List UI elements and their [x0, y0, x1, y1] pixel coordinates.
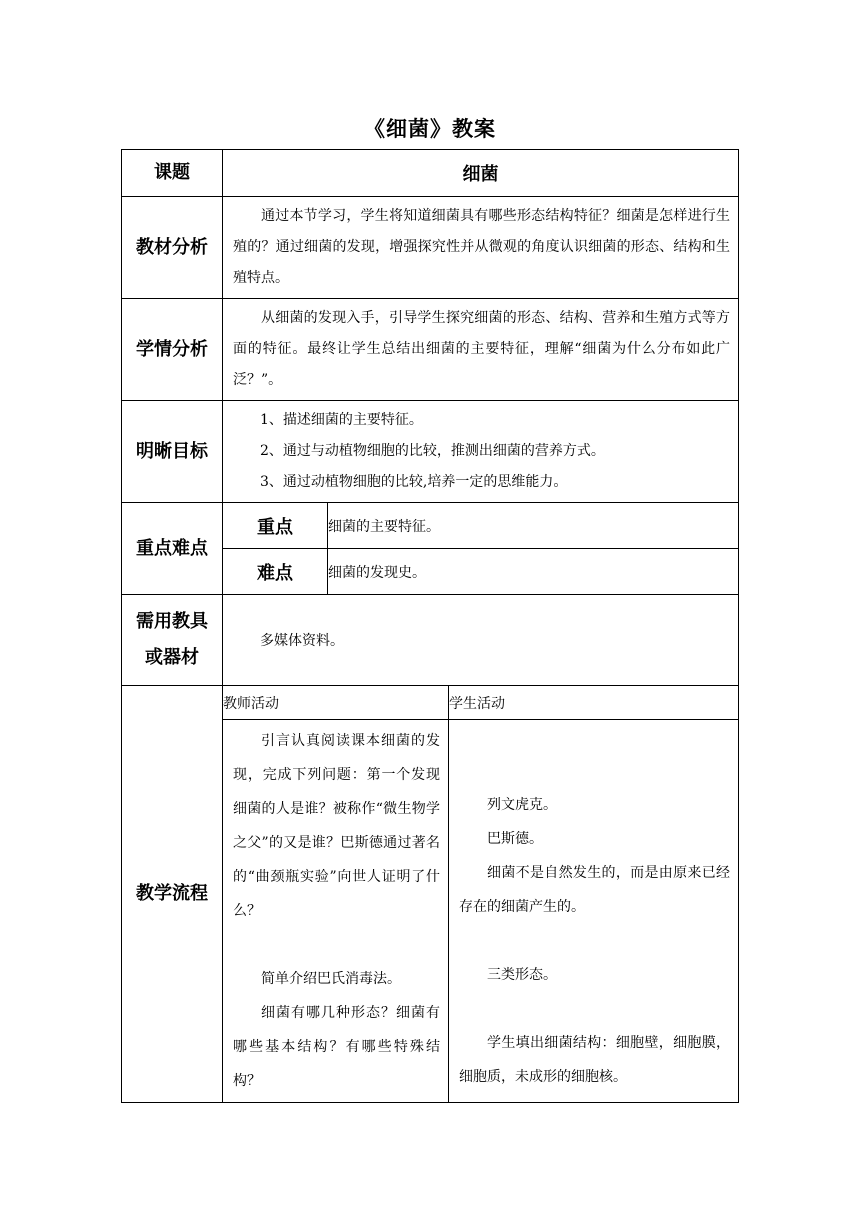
learner-label: 学情分析 — [122, 299, 223, 401]
topic-value: 细菌 — [223, 150, 739, 197]
key-point-label: 重点 — [223, 503, 328, 549]
goal-item: 1、描述细菌的主要特征。 — [260, 412, 423, 428]
hard-point-text: 细菌的发现史。 — [328, 549, 739, 595]
tools-text: 多媒体资料。 — [223, 595, 739, 686]
topic-label: 课题 — [122, 150, 223, 197]
student-answer-1: 列文虎克。 — [487, 797, 557, 813]
tools-label-line1: 需用教具 — [136, 611, 208, 632]
material-label: 教材分析 — [122, 197, 223, 299]
teacher-activity-header: 教师活动 — [223, 686, 449, 720]
process-label: 教学流程 — [122, 686, 223, 1103]
hard-point-label: 难点 — [223, 549, 328, 595]
student-activity-cell — [449, 720, 739, 1103]
teacher-question-1: 引言认真阅读课本细菌的发现，完成下列问题：第一个发现细菌的人是谁？被称作“微生物学之父”的又是谁？巴斯德通过著名的“曲颈瓶实验”向世人证明了什么？ — [233, 733, 440, 919]
student-answer-2: 巴斯德。 — [487, 831, 543, 847]
key-point-text: 细菌的主要特征。 — [328, 503, 739, 549]
goals-label: 明晰目标 — [122, 401, 223, 503]
row-material — [122, 197, 739, 299]
teacher-item-2: 简单介绍巴氏消毒法。 — [261, 971, 401, 987]
material-text: 通过本节学习，学生将知道细菌具有哪些形态结构特征？细菌是怎样进行生殖的？通过细菌的发现，增强探究性并从微观的角度认识细菌的形态、结构和生殖特点。 — [233, 208, 731, 286]
learner-cell — [223, 299, 739, 401]
student-answer-5: 学生填出细菌结构：细胞壁，细胞膜，细胞质，未成形的细胞核。 — [459, 1035, 731, 1085]
lesson-plan-table — [121, 149, 739, 1103]
document-title: 《细菌》教案 — [364, 117, 496, 141]
row-topic — [122, 150, 739, 197]
teacher-question-3: 细菌有哪几种形态？细菌有哪些基本结构？有哪些特殊结构？ — [233, 1005, 440, 1089]
row-key-point — [122, 503, 739, 549]
row-tools — [122, 595, 739, 686]
key-points-label: 重点难点 — [122, 503, 223, 595]
tools-label — [122, 595, 223, 686]
teacher-activity-cell — [223, 720, 449, 1103]
tools-label-line2: 或器材 — [145, 647, 199, 668]
row-learner — [122, 299, 739, 401]
student-answer-4: 三类形态。 — [487, 967, 557, 983]
student-activity-header: 学生活动 — [449, 686, 739, 720]
row-goals — [122, 401, 739, 503]
row-process-header — [122, 686, 739, 720]
student-answer-3: 细菌不是自然发生的，而是由原来已经存在的细菌产生的。 — [459, 865, 731, 915]
goal-item: 3、通过动植物细胞的比较,培养一定的思维能力。 — [260, 474, 568, 490]
goal-item: 2、通过与动植物细胞的比较，推测出细菌的营养方式。 — [260, 443, 605, 459]
goals-cell — [223, 401, 739, 503]
material-cell — [223, 197, 739, 299]
learner-text: 从细菌的发现入手，引导学生探究细菌的形态、结构、营养和生殖方式等方面的特征。最终让学生总结出细菌的主要特征，理解“细菌为什么分布如此广泛？”。 — [233, 310, 731, 388]
